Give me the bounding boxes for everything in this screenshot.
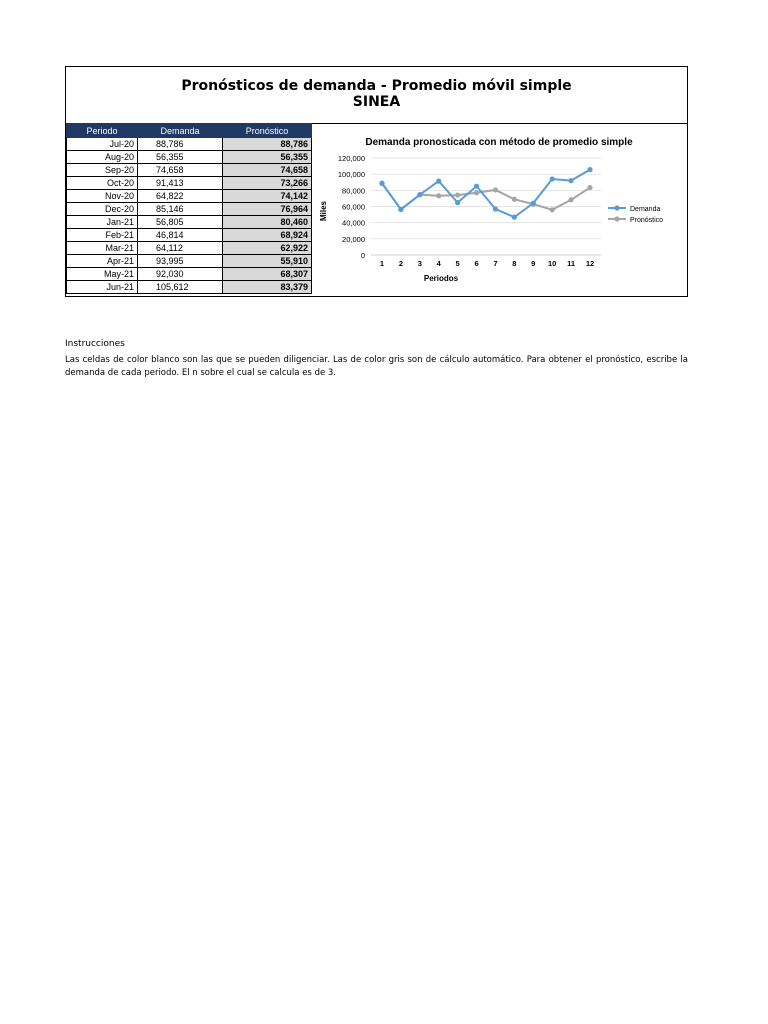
data-point	[512, 215, 517, 220]
cell-period: Apr-21	[67, 255, 138, 268]
header-forecast: Pronóstico	[223, 124, 312, 138]
chart-svg	[301, 123, 687, 297]
x-tick-label: 11	[567, 259, 576, 268]
cell-demand[interactable]: 74,658	[138, 164, 223, 177]
cell-period: Jan-21	[67, 216, 138, 229]
table-row	[67, 281, 312, 294]
table-row	[67, 164, 312, 177]
data-point	[455, 200, 460, 205]
data-point	[550, 207, 555, 212]
cell-forecast: 62,922	[223, 242, 312, 255]
forecast-chart	[301, 123, 687, 297]
header-period: Periodo	[67, 124, 138, 138]
cell-forecast: 73,266	[223, 177, 312, 190]
cell-demand[interactable]: 56,805	[138, 216, 223, 229]
chart-ylabel: Miles	[319, 200, 328, 222]
data-point	[587, 167, 592, 172]
cell-period: Jul-20	[67, 138, 138, 151]
cell-period: Feb-21	[67, 229, 138, 242]
data-point	[531, 201, 536, 206]
cell-period: Dec-20	[67, 203, 138, 216]
data-point	[436, 193, 441, 198]
cell-demand[interactable]: 56,355	[138, 151, 223, 164]
x-tick-label: 6	[474, 259, 479, 268]
table-row	[67, 255, 312, 268]
table-row	[67, 203, 312, 216]
sheet-subtitle: SINEA	[352, 94, 401, 110]
x-tick-label: 5	[455, 259, 460, 268]
x-tick-label: 12	[585, 259, 595, 268]
data-point	[512, 197, 517, 202]
y-tick-label: 100,000	[337, 170, 365, 180]
cell-demand[interactable]: 92,030	[138, 268, 223, 281]
cell-demand[interactable]: 88,786	[138, 138, 223, 151]
cell-period: May-21	[67, 268, 138, 281]
x-tick-label: 2	[398, 259, 403, 268]
x-tick-label: 3	[417, 259, 422, 268]
table-row	[67, 177, 312, 190]
demand-table	[66, 123, 312, 294]
cell-demand[interactable]: 64,822	[138, 190, 223, 203]
data-point	[455, 192, 460, 197]
cell-forecast: 88,786	[223, 138, 312, 151]
table-row	[67, 190, 312, 203]
chart-xlabel: Periodos	[423, 274, 459, 283]
y-tick-label: 20,000	[342, 234, 365, 244]
cell-forecast: 68,924	[223, 229, 312, 242]
cell-period: Oct-20	[67, 177, 138, 190]
cell-period: Mar-21	[67, 242, 138, 255]
x-tick-label: 7	[493, 259, 498, 268]
y-tick-label: 120,000	[337, 154, 365, 163]
legend-label: Demanda	[630, 206, 661, 213]
cell-period: Aug-20	[67, 151, 138, 164]
cell-forecast: 68,307	[223, 268, 312, 281]
y-tick-label: 0	[360, 251, 365, 260]
title-area	[66, 67, 687, 124]
cell-forecast: 80,460	[223, 216, 312, 229]
data-point	[379, 181, 384, 186]
y-tick-label: 80,000	[342, 186, 365, 196]
table-header-row	[67, 124, 312, 138]
data-point	[493, 206, 498, 211]
cell-forecast: 74,658	[223, 164, 312, 177]
instructions-title: Instrucciones	[65, 339, 125, 349]
chart-title: Demanda pronosticada con método de promedio simple	[365, 137, 633, 148]
cell-forecast: 76,964	[223, 203, 312, 216]
x-tick-label: 4	[436, 259, 441, 268]
data-point	[568, 178, 573, 183]
header-demand: Demanda	[138, 124, 223, 138]
y-tick-label: 40,000	[342, 218, 365, 228]
cell-demand[interactable]: 93,995	[138, 255, 223, 268]
legend-label: Pronóstico	[630, 217, 664, 224]
cell-forecast: 83,379	[223, 281, 312, 294]
x-tick-label: 8	[512, 259, 517, 268]
series-line-0	[382, 170, 590, 218]
data-point	[474, 190, 479, 195]
table-row	[67, 242, 312, 255]
data-point	[436, 179, 441, 184]
data-point	[568, 197, 573, 202]
cell-demand[interactable]: 85,146	[138, 203, 223, 216]
cell-demand[interactable]: 105,612	[138, 281, 223, 294]
data-point	[587, 185, 592, 190]
table-row	[67, 151, 312, 164]
table-row	[67, 216, 312, 229]
instructions-body: Las celdas de color blanco son las que se pueden diligenciar. Las de color gris son de cálculo automático. Para obtener el pronóstico, escribe la demanda de cada periodo. El n sobre el cual se calcula es de 3.	[65, 355, 688, 378]
legend-marker	[614, 216, 619, 221]
cell-demand[interactable]: 64,112	[138, 242, 223, 255]
data-point	[417, 192, 422, 197]
cell-period: Sep-20	[67, 164, 138, 177]
table-row	[67, 229, 312, 242]
cell-forecast: 56,355	[223, 151, 312, 164]
cell-forecast: 74,142	[223, 190, 312, 203]
cell-period: Jun-21	[67, 281, 138, 294]
cell-demand[interactable]: 46,814	[138, 229, 223, 242]
data-point	[474, 184, 479, 189]
cell-forecast: 55,910	[223, 255, 312, 268]
table-row	[67, 138, 312, 151]
sheet-title: Pronósticos de demanda - Promedio móvil simple	[181, 78, 572, 94]
legend-marker	[614, 205, 619, 210]
x-tick-label: 9	[531, 259, 536, 268]
y-tick-label: 60,000	[342, 202, 365, 212]
data-point	[550, 176, 555, 181]
forecast-sheet	[65, 66, 688, 297]
cell-demand[interactable]: 91,413	[138, 177, 223, 190]
data-point	[493, 187, 498, 192]
table-body	[67, 138, 312, 294]
table-row	[67, 268, 312, 281]
cell-period: Nov-20	[67, 190, 138, 203]
data-point	[398, 207, 403, 212]
x-tick-label: 1	[379, 259, 385, 268]
x-tick-label: 10	[548, 259, 557, 268]
